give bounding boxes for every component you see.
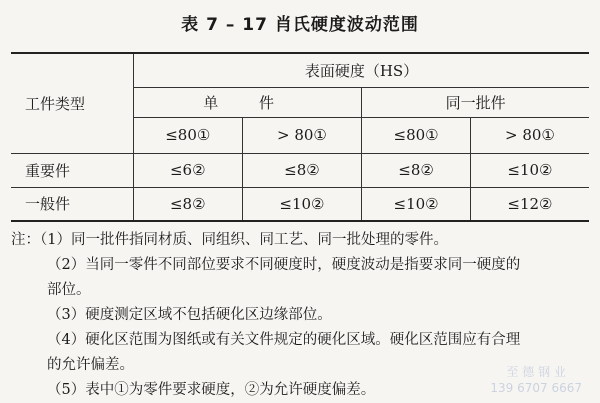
value-cell: ≤8② (362, 153, 471, 187)
note-item-2-cont (11, 278, 596, 303)
note-text: （3）硬度测定区域不包括硬化区边缘部位。 (47, 307, 332, 323)
header-same-batch: 同一批件 (362, 87, 589, 117)
condition-cell: ≤80① (362, 117, 471, 153)
notes-prefix: 注： (11, 232, 40, 248)
value-cell: ≤12② (470, 187, 589, 221)
note-item-4 (11, 328, 596, 353)
header-surface-hardness: 表面硬度（HS） (134, 53, 590, 87)
condition-cell: ≤80① (134, 117, 243, 153)
note-item-2 (11, 253, 596, 278)
watermark-line1: 至 德 钢 业 (506, 365, 566, 379)
value-cell: ≤8② (242, 153, 362, 187)
value-cell: ≤10② (470, 153, 589, 187)
note-text: （1）同一批件指同材质、同组织、同工艺、同一批处理的零件。 (40, 232, 448, 248)
value-cell: ≤10② (242, 187, 362, 221)
note-item-3 (11, 303, 596, 328)
row-label-general: 一般件 (11, 187, 134, 221)
row-label-important: 重要件 (11, 153, 134, 187)
value-cell: ≤8② (134, 187, 243, 221)
note-text: 的允许偏差。 (47, 357, 134, 373)
note-text: （5）表中①为零件要求硬度，②为允许硬度偏差。 (47, 382, 376, 398)
table-title: 表 7 – 17 肖氏硬度波动范围 (181, 15, 419, 35)
header-single-piece (134, 87, 362, 117)
condition-cell: > 80① (242, 117, 362, 153)
note-text: 部位。 (47, 282, 91, 298)
note-text: （4）硬化区范围为图纸或有关文件规定的硬化区域。硬化区范围应有合理 (47, 332, 521, 348)
note-item-1 (11, 228, 596, 253)
watermark-line2: 139 6707 6667 (490, 381, 582, 395)
value-cell: ≤6② (134, 153, 243, 187)
header-single-piece-label: 单 件 (203, 93, 293, 112)
value-cell: ≤10② (362, 187, 471, 221)
header-workpiece-type: 工件类型 (11, 53, 134, 153)
note-text: （2）当同一零件不同部位要求不同硬度时，硬度波动是指要求同一硬度的 (47, 257, 521, 273)
watermark (490, 364, 582, 396)
hardness-table (11, 52, 589, 222)
condition-cell: > 80① (470, 117, 589, 153)
